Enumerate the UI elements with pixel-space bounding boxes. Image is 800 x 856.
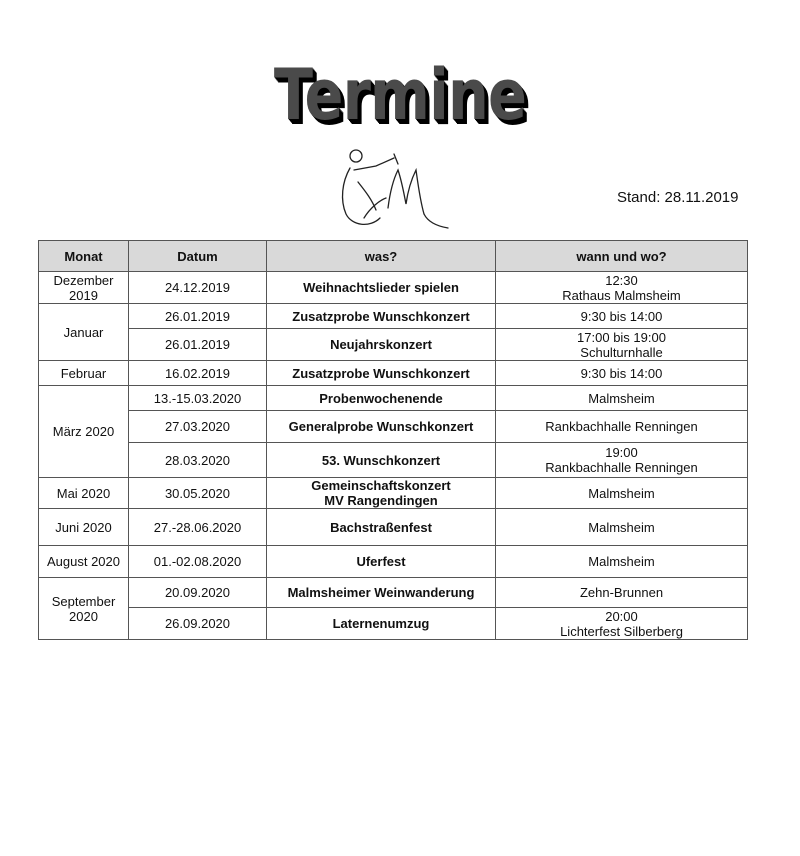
cell-datum: 26.01.2019	[129, 329, 267, 361]
table-row	[39, 272, 748, 304]
table-row	[39, 546, 748, 578]
cell-was: Uferfest	[267, 546, 496, 578]
column-header-wann-und-wo: wann und wo?	[496, 241, 748, 272]
column-header-was: was?	[267, 241, 496, 272]
cell-wo: Malmsheim	[496, 546, 748, 578]
table-row	[39, 443, 748, 478]
cell-datum: 20.09.2020	[129, 578, 267, 608]
cell-datum: 16.02.2019	[129, 361, 267, 386]
cell-was: Zusatzprobe Wunschkonzert	[267, 361, 496, 386]
cell-datum: 30.05.2020	[129, 478, 267, 509]
cell-was: Bachstraßenfest	[267, 509, 496, 546]
cell-monat: August 2020	[39, 546, 129, 578]
cell-monat: September 2020	[39, 578, 129, 640]
table-row	[39, 329, 748, 361]
table-row	[39, 386, 748, 411]
table-row	[39, 509, 748, 546]
cell-wo: 12:30 Rathaus Malmsheim	[496, 272, 748, 304]
cell-was: Malmsheimer Weinwanderung	[267, 578, 496, 608]
cell-was: 53. Wunschkonzert	[267, 443, 496, 478]
cell-was: Laternenumzug	[267, 608, 496, 640]
cell-wo: 9:30 bis 14:00	[496, 304, 748, 329]
table-row	[39, 411, 748, 443]
cell-datum: 13.-15.03.2020	[129, 386, 267, 411]
cell-datum: 24.12.2019	[129, 272, 267, 304]
cell-wo: 19:00 Rankbachhalle Renningen	[496, 443, 748, 478]
cell-datum: 27.-28.06.2020	[129, 509, 267, 546]
table-row	[39, 478, 748, 509]
schedule-table	[38, 240, 748, 640]
cell-monat: Juni 2020	[39, 509, 129, 546]
cell-wo: 9:30 bis 14:00	[496, 361, 748, 386]
column-header-monat: Monat	[39, 241, 129, 272]
cell-monat: Januar	[39, 304, 129, 361]
table-row	[39, 304, 748, 329]
cell-was: Weihnachtslieder spielen	[267, 272, 496, 304]
cell-datum: 26.01.2019	[129, 304, 267, 329]
cell-datum: 26.09.2020	[129, 608, 267, 640]
cell-wo: Malmsheim	[496, 386, 748, 411]
cell-monat: Dezember 2019	[39, 272, 129, 304]
cell-wo: Malmsheim	[496, 478, 748, 509]
cell-monat: Mai 2020	[39, 478, 129, 509]
cell-wo: Zehn-Brunnen	[496, 578, 748, 608]
cell-was: Generalprobe Wunschkonzert	[267, 411, 496, 443]
table-row	[39, 361, 748, 386]
cell-datum: 27.03.2020	[129, 411, 267, 443]
cell-monat: Februar	[39, 361, 129, 386]
cell-monat: März 2020	[39, 386, 129, 478]
cell-wo: Malmsheim	[496, 509, 748, 546]
table-row	[39, 608, 748, 640]
column-header-datum: Datum	[129, 241, 267, 272]
cell-datum: 28.03.2020	[129, 443, 267, 478]
table-row	[39, 578, 748, 608]
cell-was: Neujahrskonzert	[267, 329, 496, 361]
cell-was: Gemeinschaftskonzert MV Rangendingen	[267, 478, 496, 509]
schedule-body	[39, 272, 748, 640]
table-header-row	[39, 241, 748, 272]
band-logo	[336, 148, 456, 230]
cell-was: Probenwochenende	[267, 386, 496, 411]
cell-wo: 20:00 Lichterfest Silberberg	[496, 608, 748, 640]
stand-date: Stand: 28.11.2019	[617, 189, 739, 206]
cell-datum: 01.-02.08.2020	[129, 546, 267, 578]
cell-was: Zusatzprobe Wunschkonzert	[267, 304, 496, 329]
cell-wo: 17:00 bis 19:00 Schulturnhalle	[496, 329, 748, 361]
page-title: Termine	[273, 54, 527, 136]
cell-wo: Rankbachhalle Renningen	[496, 411, 748, 443]
